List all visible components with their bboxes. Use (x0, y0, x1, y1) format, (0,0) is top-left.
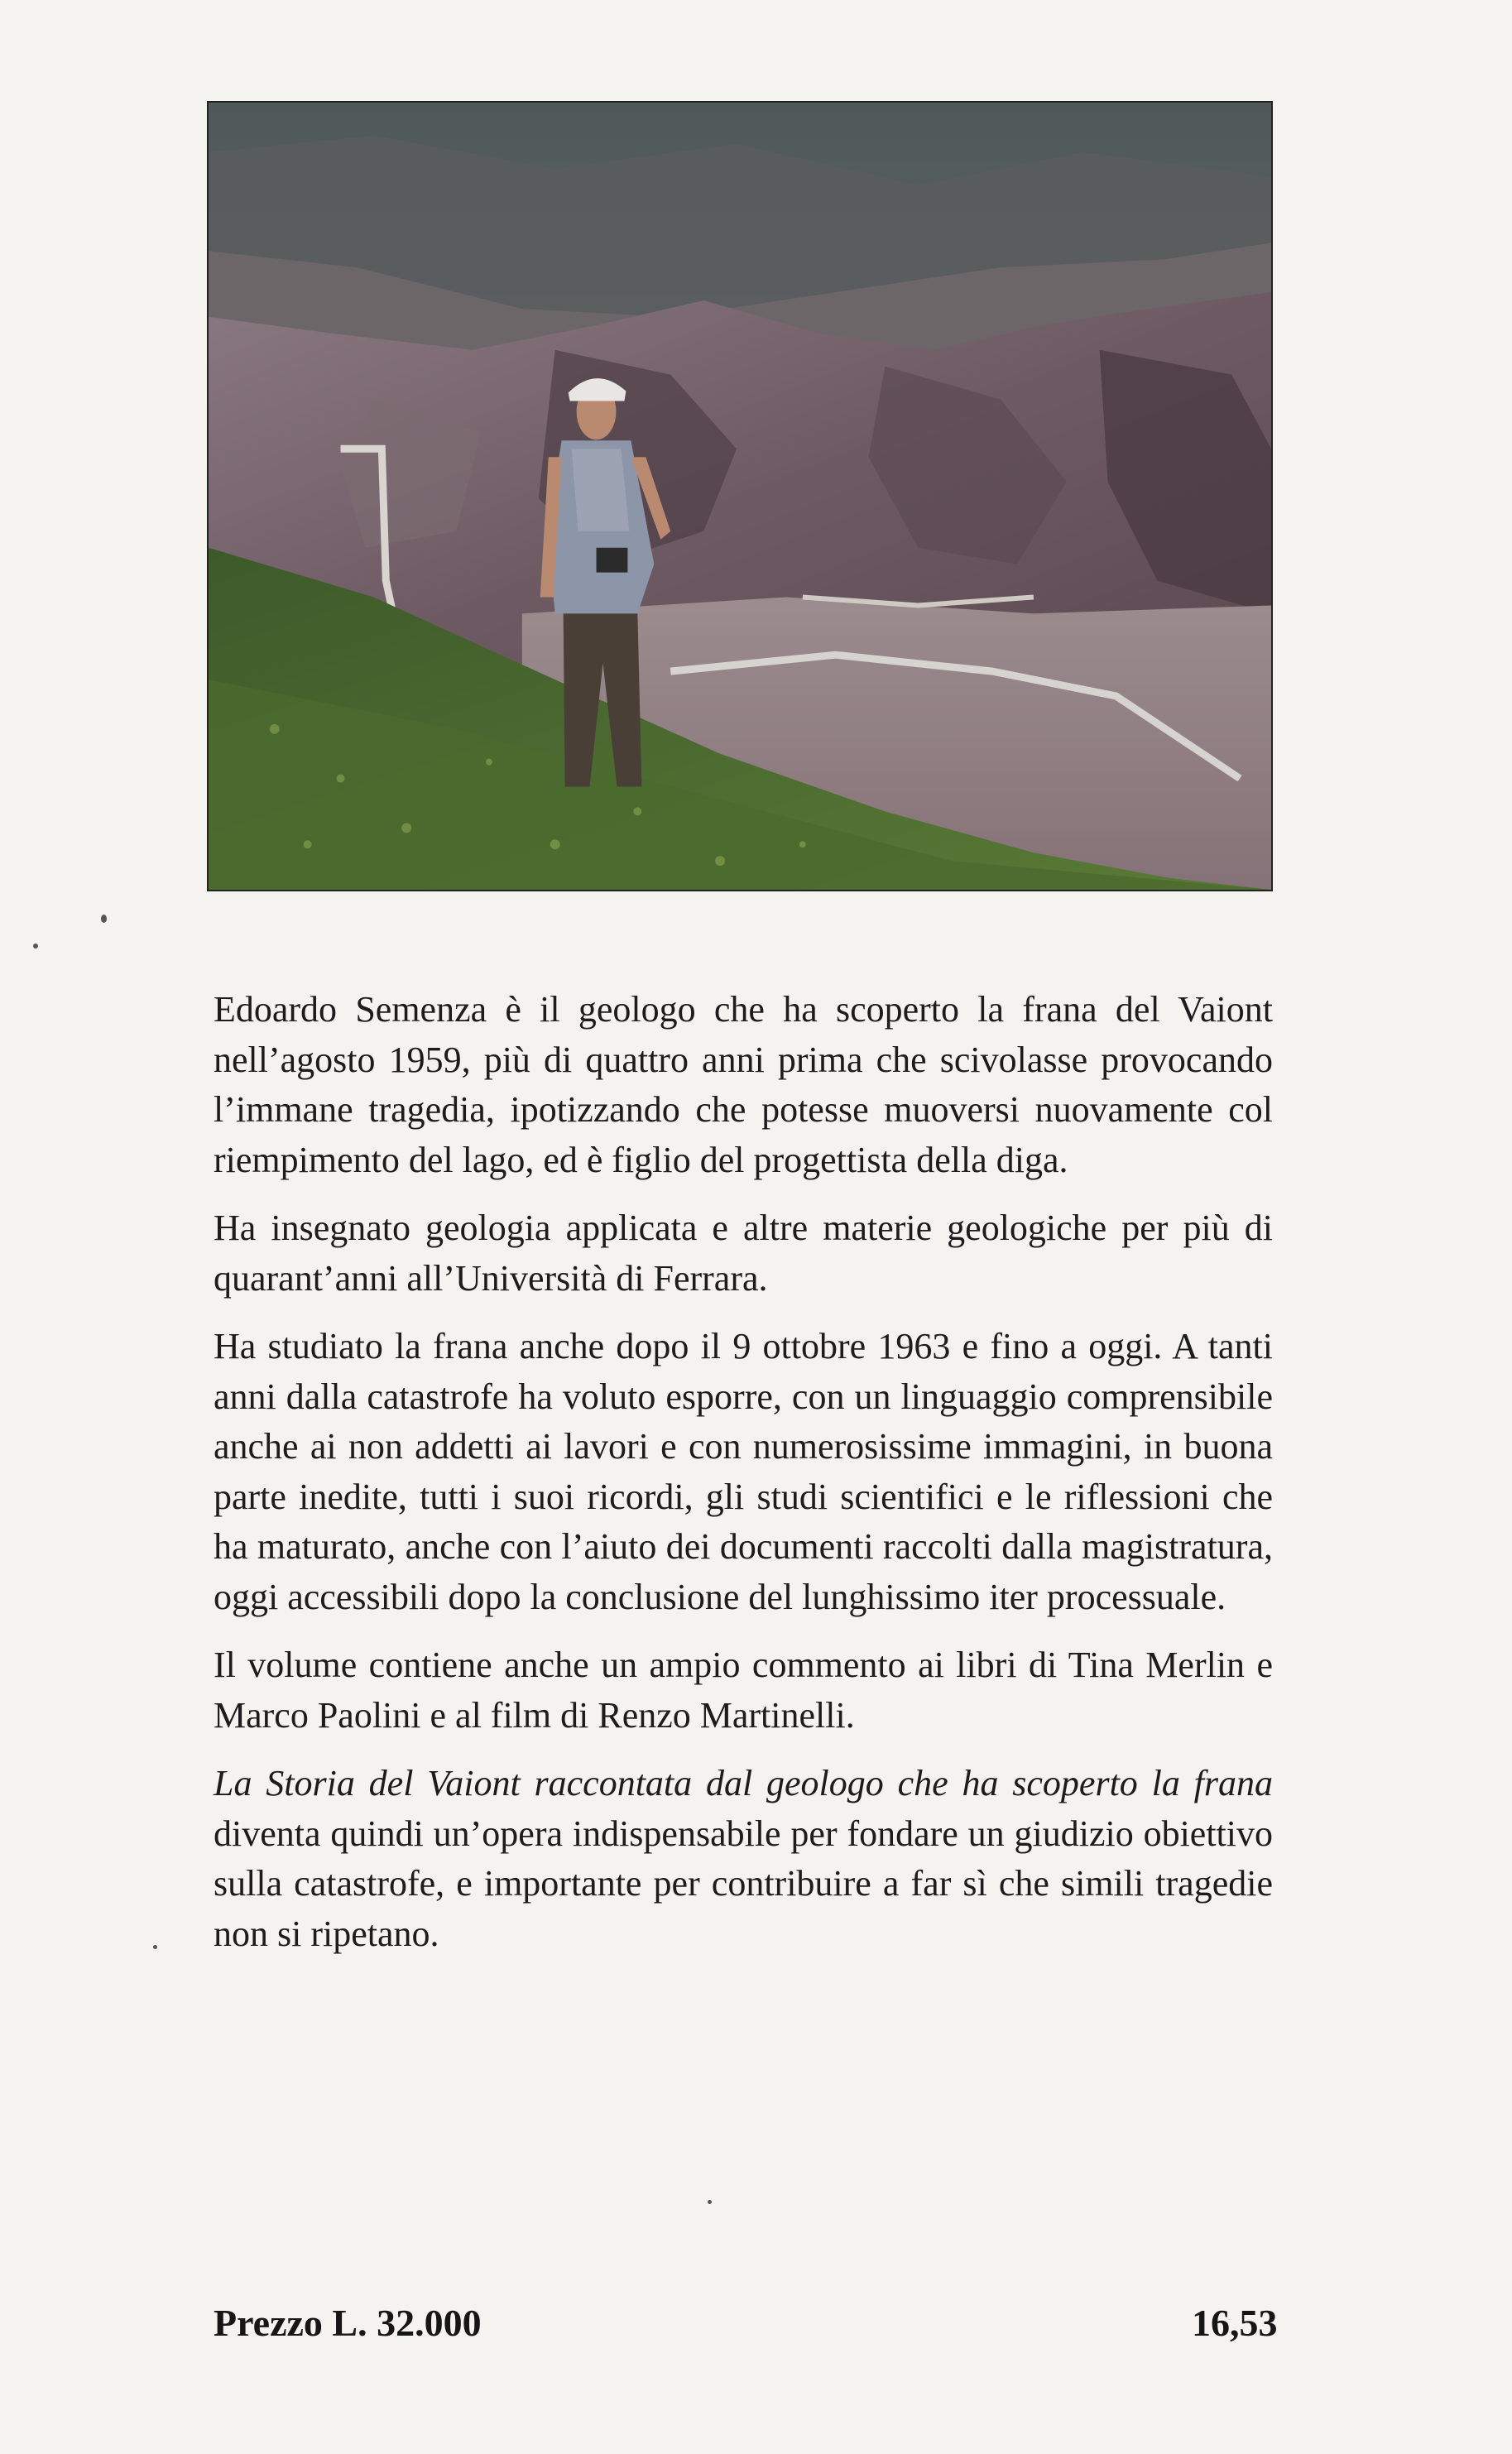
landscape-photo-illustration (209, 103, 1271, 890)
price-code: 16,53 (1192, 2302, 1278, 2344)
speck-mark (153, 1945, 157, 1949)
price-label: Prezzo L. 32.000 (214, 2302, 482, 2344)
paragraph-teaching: Ha insegnato geologia applicata e altre materie geologiche per più di quarant’anni all’Università di Ferrara. (214, 1208, 1273, 1299)
speck-mark (33, 944, 38, 948)
book-title-italic: La Storia del Vaiont raccontata dal geologo che ha scoperto la frana (214, 1763, 1273, 1803)
paragraph-study: Ha studiato la frana anche dopo il 9 ottobre 1963 e fino a oggi. A tanti anni dalla catastrofe ha voluto esporre, con un linguaggio comprensibile anche ai non addetti ai lavori e con numerosissime immagini, in buona parte inedite, tutti i suoi ricordi, gli studi scientifici e le riflessioni che ha maturato, anche con l’aiuto dei documenti raccolti dalla magistratura, oggi accessibili dopo la conclusione del lunghissimo iter processuale. (214, 1326, 1273, 1617)
speck-mark (708, 2200, 712, 2204)
cover-photo (207, 101, 1273, 891)
back-cover-description (214, 985, 1273, 1977)
paragraph-author-discovery: Edoardo Semenza è il geologo che ha scoperto la frana del Vaiont nell’agosto 1959, più di quattro anni prima che scivolasse provocando l’immane tragedia, ipotizzando che potesse muoversi nuovamente col riempimento del lago, ed è figlio del progettista della diga. (214, 989, 1273, 1180)
paragraph-volume-contents: Il volume contiene anche un ampio commento ai libri di Tina Merlin e Marco Paolini e al film di Renzo Martinelli. (214, 1645, 1273, 1736)
conclusion-text: diventa quindi un’opera indispensabile per fondare un giudizio obiettivo sulla catastrofe, e importante per contribuire a far sì che simili tragedie non si ripetano. (214, 1813, 1273, 1954)
paragraph-conclusion (214, 1759, 1273, 1959)
speck-mark (101, 915, 107, 923)
